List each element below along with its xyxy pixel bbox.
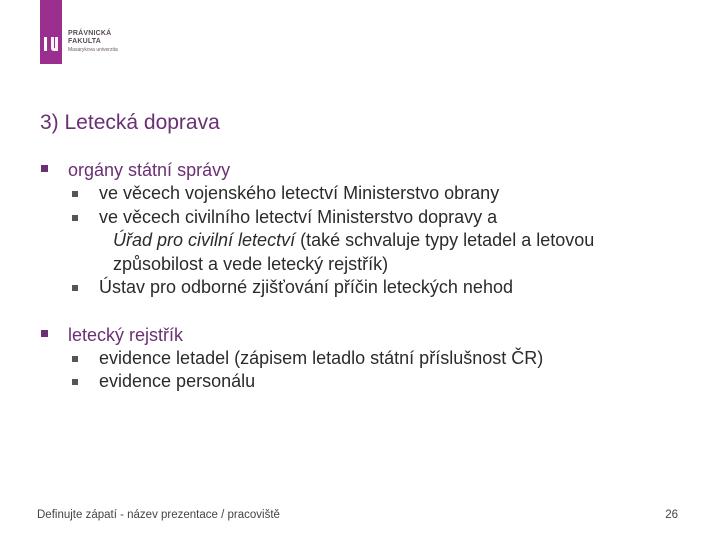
list-item-text: evidence personálu (99, 371, 256, 391)
section-spacer (40, 300, 680, 323)
logo-mark-icon (40, 0, 62, 64)
square-bullet-icon (72, 285, 78, 291)
section-heading (40, 158, 680, 182)
list-item-text: ve věcech vojenského letectví Ministerstvo obrany (99, 183, 500, 203)
list-item-text-rest: (také schvaluje typy letadel a letovou (295, 230, 595, 250)
list-item-text: evidence letadel (zápisem letadlo státní příslušnost ČR) (99, 347, 544, 368)
footer-text: Definujte zápatí - název prezentace / pracoviště (37, 509, 280, 521)
list-item-continuation: způsobilost a vede letecký rejstřík) (113, 253, 389, 274)
square-bullet-icon (72, 215, 78, 221)
square-bullet-icon (41, 330, 48, 337)
logo-line-3: Masarykova univerzita (68, 47, 118, 53)
square-bullet-icon (72, 356, 78, 362)
slide-content (40, 158, 680, 394)
list-item (40, 182, 680, 206)
list-item-continuation (99, 229, 680, 253)
square-bullet-icon (72, 379, 78, 385)
logo-text (68, 30, 118, 53)
list-item (40, 347, 680, 371)
square-bullet-icon (41, 165, 48, 172)
section-heading-text: letecký rejstřík (68, 324, 184, 345)
list-item-text: ve věcech civilního letectví Ministerstvo dopravy a (99, 206, 498, 227)
faculty-logo (40, 0, 118, 64)
section-heading-text: orgány státní správy (68, 160, 231, 180)
list-item (40, 206, 680, 277)
logo-line-1: PRÁVNICKÁ (68, 30, 112, 37)
page-number: 26 (665, 509, 678, 521)
square-bullet-icon (72, 191, 78, 197)
logo-line-2: FAKULTA (68, 38, 102, 45)
slide-title: 3) Letecká doprava (40, 111, 220, 134)
list-item (40, 276, 680, 300)
list-item-text: Ústav pro odborné zjišťování příčin leteckých nehod (99, 277, 513, 297)
section-heading (40, 323, 680, 347)
emphasis-text: Úřad pro civilní letectví (113, 230, 296, 250)
list-item (40, 370, 680, 394)
